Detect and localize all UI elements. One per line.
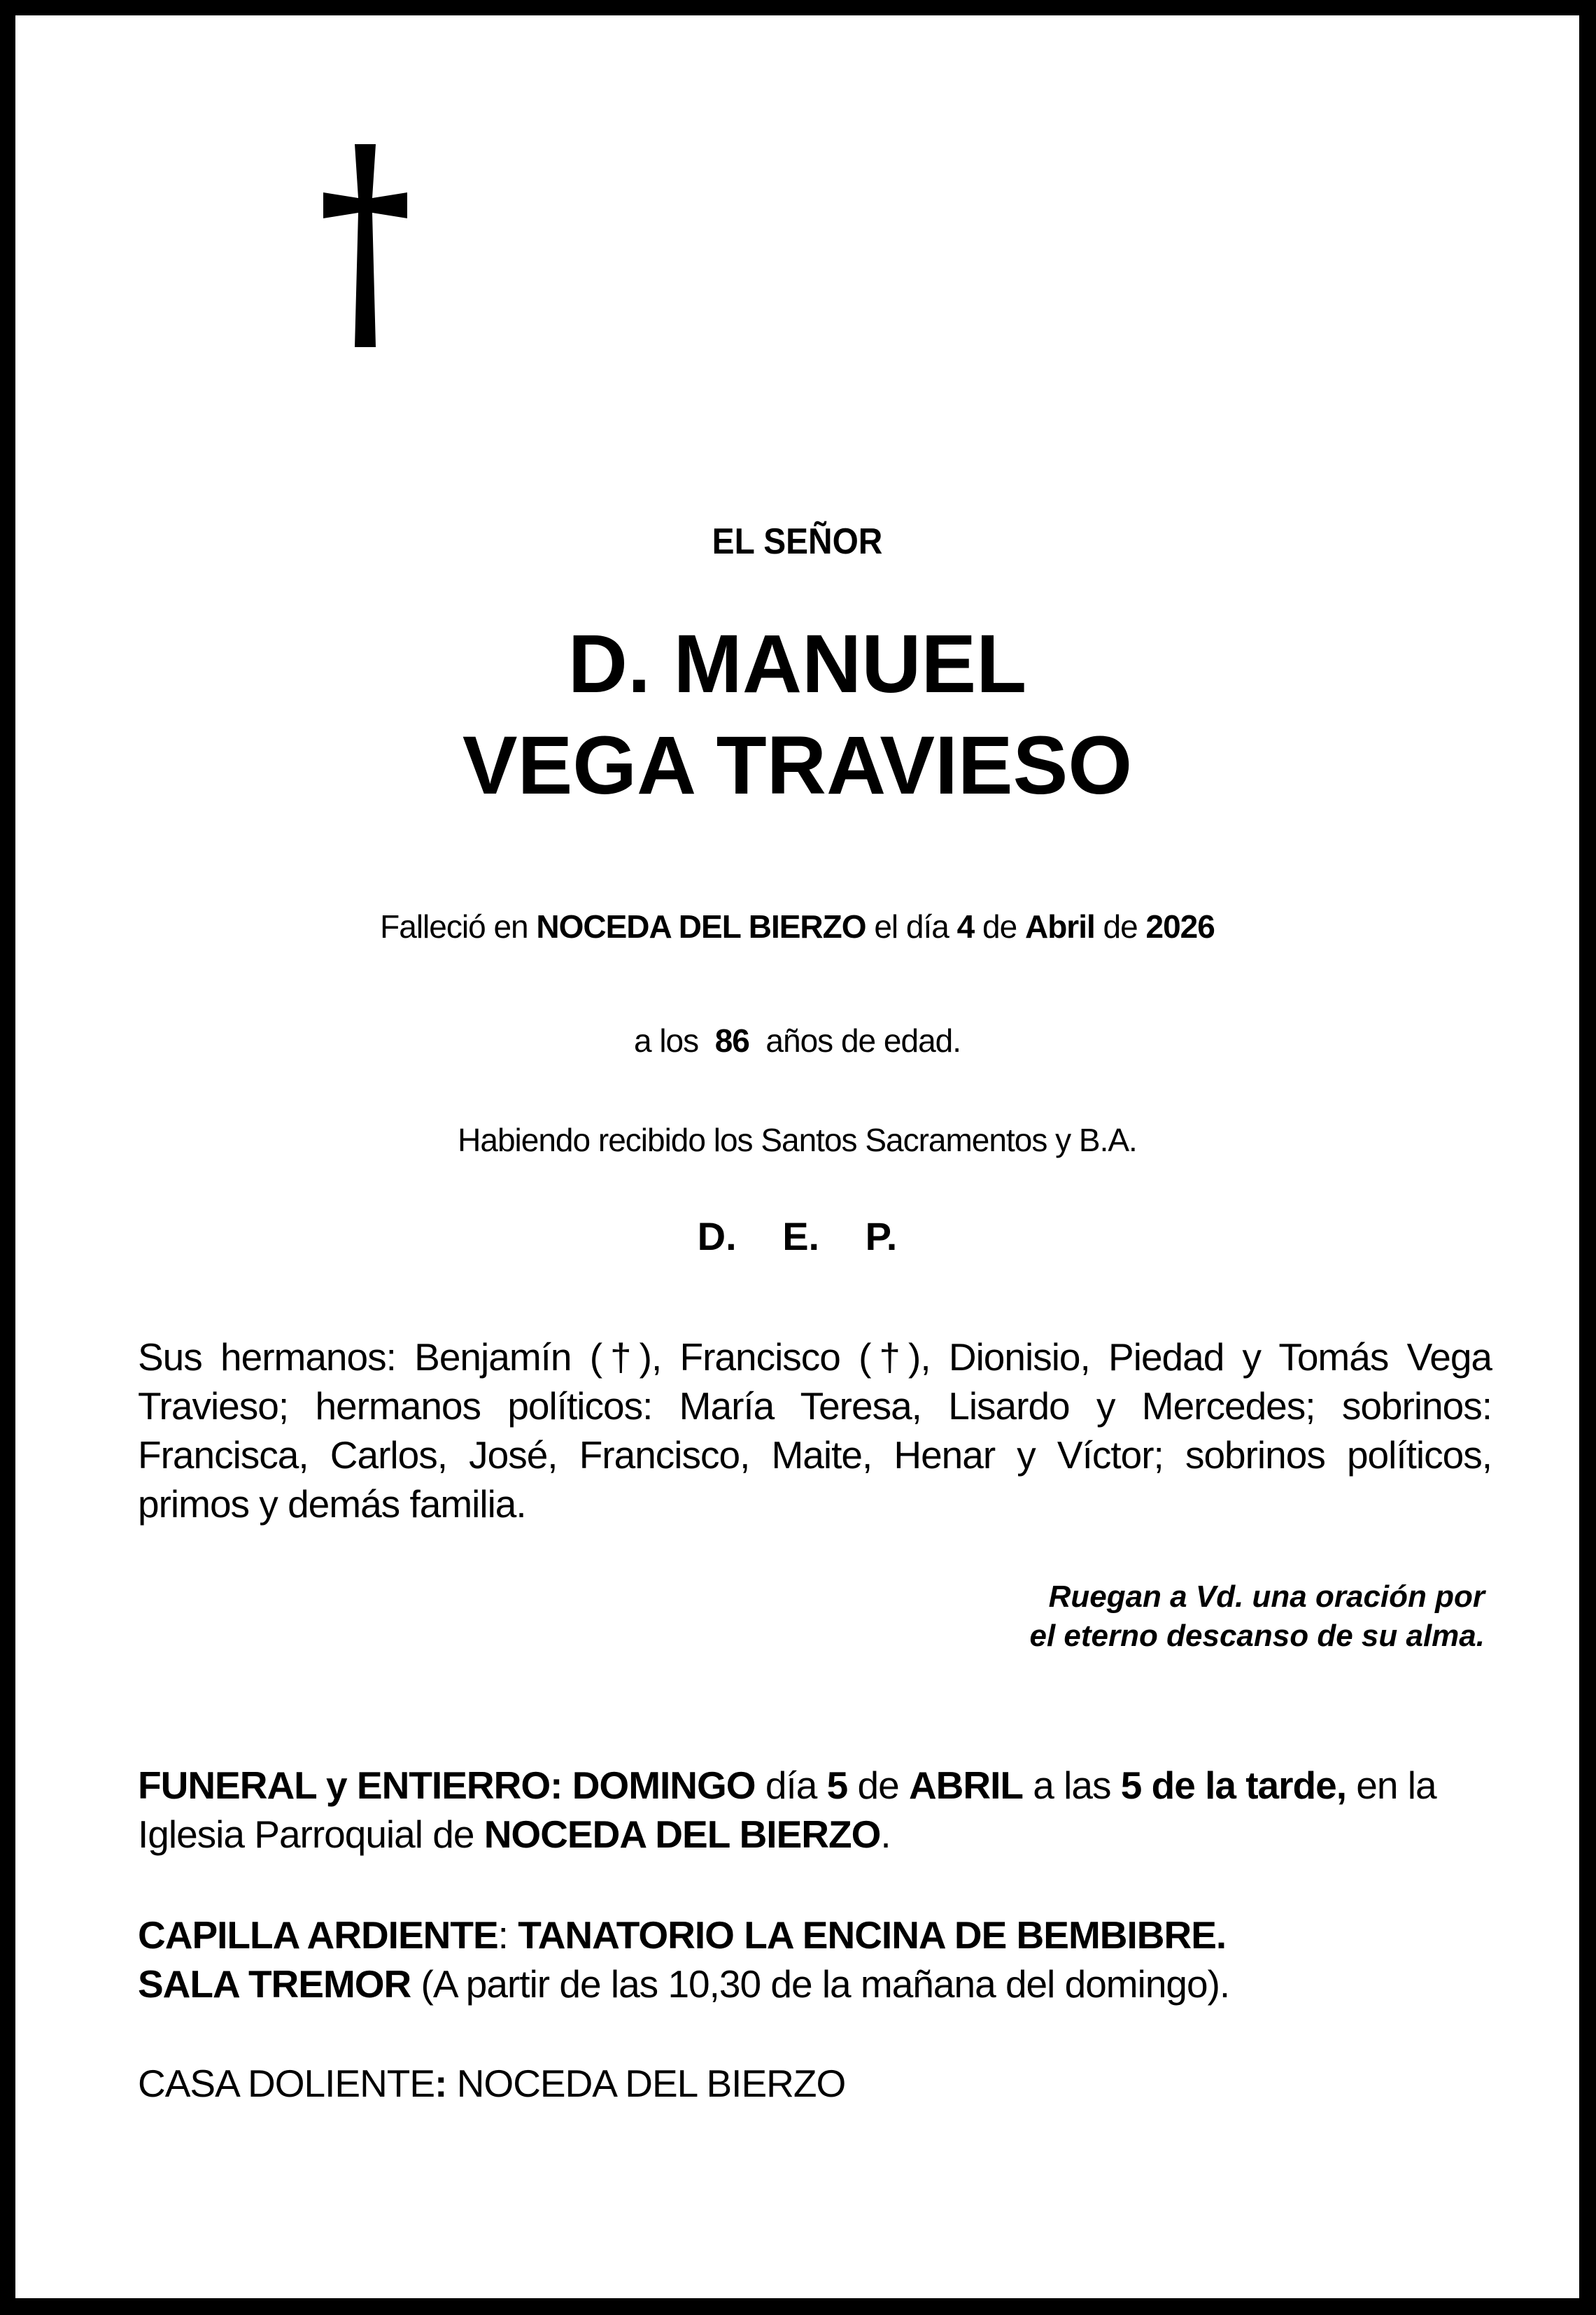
house-info [138, 2059, 1509, 2108]
house-label: CASA DOLIENTE [138, 2062, 435, 2105]
age-value: 86 [714, 1022, 749, 1059]
name-line-1: D. MANUEL [567, 618, 1027, 710]
text: día [755, 1764, 827, 1807]
title-prefix: EL SEÑOR [712, 521, 883, 562]
house-place: NOCEDA DEL BIERZO [456, 2062, 846, 2105]
death-day: 4 [956, 908, 975, 945]
rip-line: D. E. P. [697, 1214, 898, 1258]
funeral-place: NOCEDA DEL BIERZO [483, 1813, 881, 1856]
chapel-room: SALA TREMOR [138, 1962, 411, 2006]
funeral-info [138, 1761, 1509, 1859]
cross-icon [306, 144, 418, 347]
funeral-time: 5 de la tarde, [1120, 1764, 1347, 1807]
age-line [15, 1022, 1579, 1060]
death-place: NOCEDA DEL BIERZO [536, 908, 866, 945]
text: Falleció en [380, 908, 537, 945]
sacraments-line: Habiendo recibido los Santos Sacramentos y B.A. [458, 1122, 1137, 1158]
prayer-line-2: el eterno descanso de su alma. [1029, 1619, 1485, 1653]
chapel-place: TANATORIO LA ENCINA DE BEMBIBRE. [518, 1913, 1227, 1957]
prayer-request [785, 1577, 1485, 1656]
funeral-day: 5 [826, 1764, 848, 1807]
deceased-name [15, 614, 1579, 817]
text: : [497, 1913, 518, 1957]
name-line-2: VEGA TRAVIESO [462, 719, 1133, 812]
text: el día [866, 908, 957, 945]
text: . [880, 1813, 891, 1856]
chapel-note: (A partir de las 10,30 de la mañana del domingo). [411, 1962, 1230, 2006]
family-paragraph: Sus hermanos: Benjamín (†), Francisco (†), Dionisio, Piedad y Tomás Vega Travieso; hermanos políticos: María Teresa, Lisardo y Mercedes; sobrinos: Francisca, Carlos, José, Francisco, Maite, Henar y Víctor; sobrinos políticos, primos y demás familia. [138, 1335, 1492, 1526]
text: a los [633, 1022, 707, 1059]
text: de [1094, 908, 1146, 945]
text: : [435, 2062, 457, 2105]
obituary-page [15, 15, 1579, 2298]
death-place-date [15, 908, 1579, 945]
text: de [974, 908, 1025, 945]
text: años de edad. [757, 1022, 961, 1059]
funeral-label: FUNERAL y ENTIERRO: DOMINGO [138, 1764, 756, 1807]
death-month: Abril [1024, 908, 1095, 945]
chapel-info [138, 1911, 1509, 2008]
text: de [847, 1764, 909, 1807]
death-year: 2026 [1145, 908, 1215, 945]
text: en la Iglesia Parroquial de [138, 1764, 1436, 1856]
chapel-label: CAPILLA ARDIENTE [138, 1913, 498, 1957]
text: a las [1023, 1764, 1121, 1807]
funeral-month: ABRIL [908, 1764, 1023, 1807]
prayer-line-1: Ruegan a Vd. una oración por [1048, 1579, 1485, 1614]
